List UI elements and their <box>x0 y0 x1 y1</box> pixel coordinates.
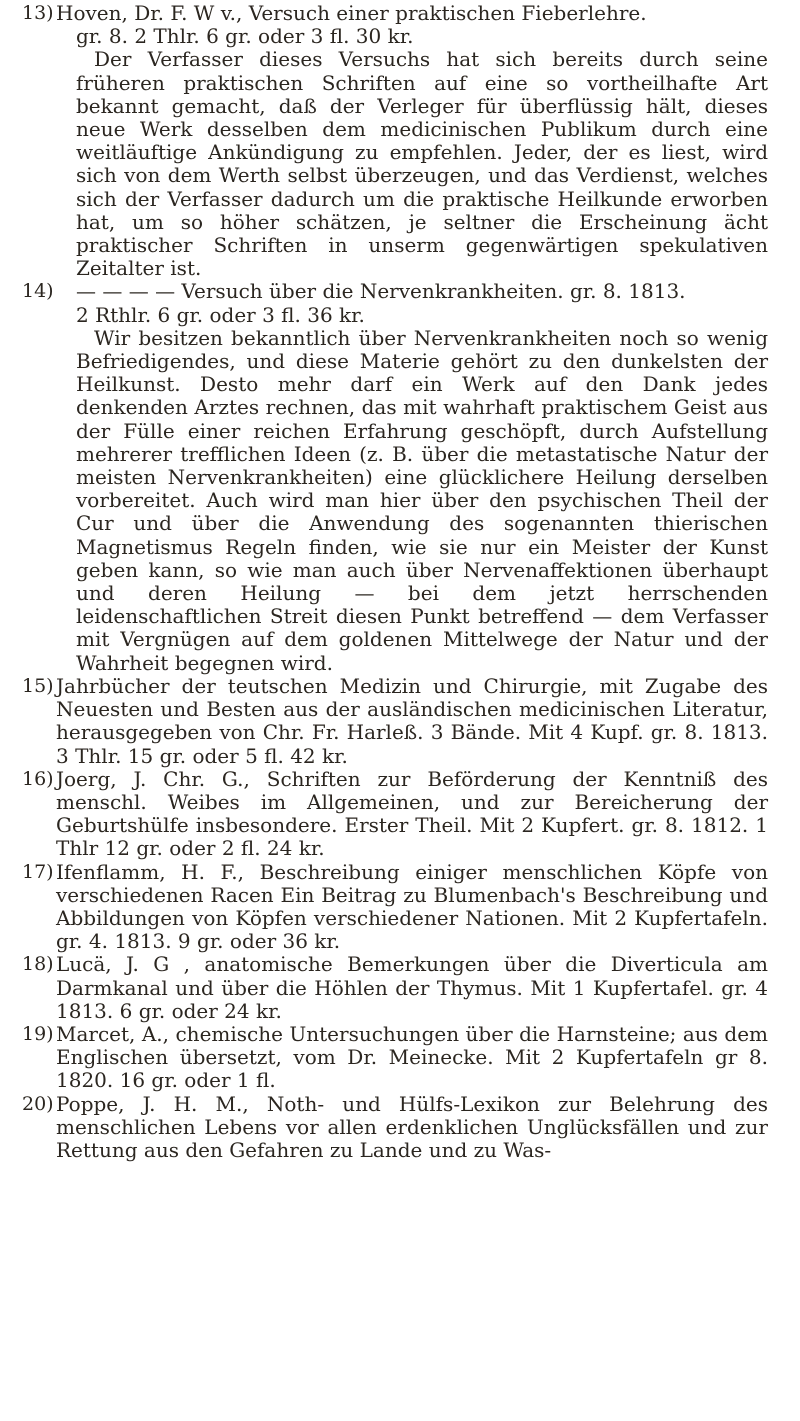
entry-heading: Lucä, J. G , anatomische Bemerkungen über die Diverticula am Darmkanal und über die Höhlen der Thymus. Mit 1 Kupfertafel. gr. 4 1813. 6 gr. oder 24 kr. <box>56 952 768 1023</box>
entry-number: 19) <box>22 1022 54 1045</box>
entry-number: 17) <box>22 860 54 883</box>
entry-number: 18) <box>22 953 54 976</box>
entry-heading: Hoven, Dr. F. W v., Versuch einer praktischen Fieberlehre. <box>56 1 647 25</box>
entry-number: 16) <box>22 767 54 790</box>
entry-heading: Ifenflamm, H. F., Beschreibung einiger menschlichen Köpfe von verschiedenen Racen Ein Beitrag zu Blumenbach's Beschreibung und Abbildungen von Köpfen verschiedener Nationen. Mit 2 Kupfertafeln. gr. 4. 1813. 9 gr. oder 36 kr. <box>56 859 768 954</box>
entry-description: Der Verfasser dieses Versuchs hat sich bereits durch seine früheren praktischen Schriften auf eine so vortheilhafte Art bekannt gemacht, daß der Verleger für überflüssig hält, dieses neue Werk desselben dem medicinischen Publikum durch eine weitläuftige Ankündigung zu empfehlen. Jeder, der es liest, wird sich von dem Werth selbst überzeugen, und das Verdienst, welches sich der Verfasser dadurch um die praktische Heilkunde erworben hat, um so höher schätzen, je seltner die Erscheinung ächt praktischer Schriften in unserm gegenwärtigen spekulativen Zeitalter ist. <box>76 47 768 281</box>
entry-list <box>22 0 768 1162</box>
entry-heading: Jahrbücher der teutschen Medizin und Chirurgie, mit Zugabe des Neuesten und Besten aus der ausländischen medicinischen Literatur, herausgegeben von Chr. Fr. Harleß. 3 Bände. Mit 4 Kupf. gr. 8. 1813. 3 Thlr. 15 gr. oder 5 fl. 42 kr. <box>56 673 768 768</box>
entry-heading: — — — — Versuch über die Nervenkrankheiten. gr. 8. 1813. <box>76 279 686 304</box>
catalog-entry-16 <box>22 766 768 861</box>
entry-publication-info: gr. 8. 2 Thlr. 6 gr. oder 3 fl. 30 kr. <box>76 24 414 49</box>
entry-number: 20) <box>22 1092 54 1115</box>
entry-heading: Marcet, A., chemische Untersuchungen über die Harnsteine; aus dem Englischen übersetzt, vom Dr. Meinecke. Mit 2 Kupfertafeln gr 8. 1820. 16 gr. oder 1 fl. <box>56 1021 768 1093</box>
catalog-entry-15 <box>22 673 768 768</box>
catalog-entry-18 <box>22 952 768 1023</box>
entry-number: 15) <box>22 674 54 697</box>
catalog-entry-13 <box>22 1 768 281</box>
entry-heading: Joerg, J. Chr. G., Schriften zur Beförderung der Kenntniß des menschl. Weibes im Allgemeinen, und zur Bereicherung der Geburtshülfe insbesondere. Erster Theil. Mit 2 Kupfert. gr. 8. 1812. 1 Thlr 12 gr. oder 2 fl. 24 kr. <box>56 766 768 861</box>
entry-number: 14) <box>22 280 54 303</box>
entry-heading: Poppe, J. H. M., Noth- und Hülfs-Lexikon zur Belehrung des menschlichen Lebens vor allen erdenklichen Unglücksfällen und zur Rettung aus den Gefahren zu Lande und zu Was- <box>56 1091 768 1162</box>
entry-publication-info: 2 Rthlr. 6 gr. oder 3 fl. 36 kr. <box>76 302 365 327</box>
entry-description: Wir besitzen bekanntlich über Nervenkrankheiten noch so wenig Befriedigendes, und diese Materie gehört zu den dunkelsten der Heilkunst. Desto mehr darf ein Werk auf den Dank jedes denkenden Arztes rechnen, das mit wahrhaft praktischem Geist aus der Fülle einer reichen Erfahrung geschöpft, durch Aufstellung mehrerer trefflichen Ideen (z. B. über die metastatische Natur der meisten Nervenkrankheiten) eine glücklichere Heilung derselben vorbereitet. Auch wird man hier über den psychischen Theil der Cur und über die Anwendung des sogenannten thierischen Magnetismus Regeln finden, wie sie nur ein Meister der Kunst geben kann, so wie man auch über Nervenaffektionen überhaupt und deren Heilung — bei dem jetzt herrschenden leidenschaftlichen Streit diesen Punkt betreffend — dem Verfasser mit Vergnügen auf dem goldenen Mittelwege der Natur und der Wahrheit begegnen wird. <box>76 325 768 675</box>
catalog-entry-19 <box>22 1021 768 1093</box>
catalog-entry-17 <box>22 859 768 954</box>
catalog-entry-14 <box>22 279 768 675</box>
catalog-entry-20 <box>22 1091 768 1163</box>
entry-number: 13) <box>22 2 54 24</box>
